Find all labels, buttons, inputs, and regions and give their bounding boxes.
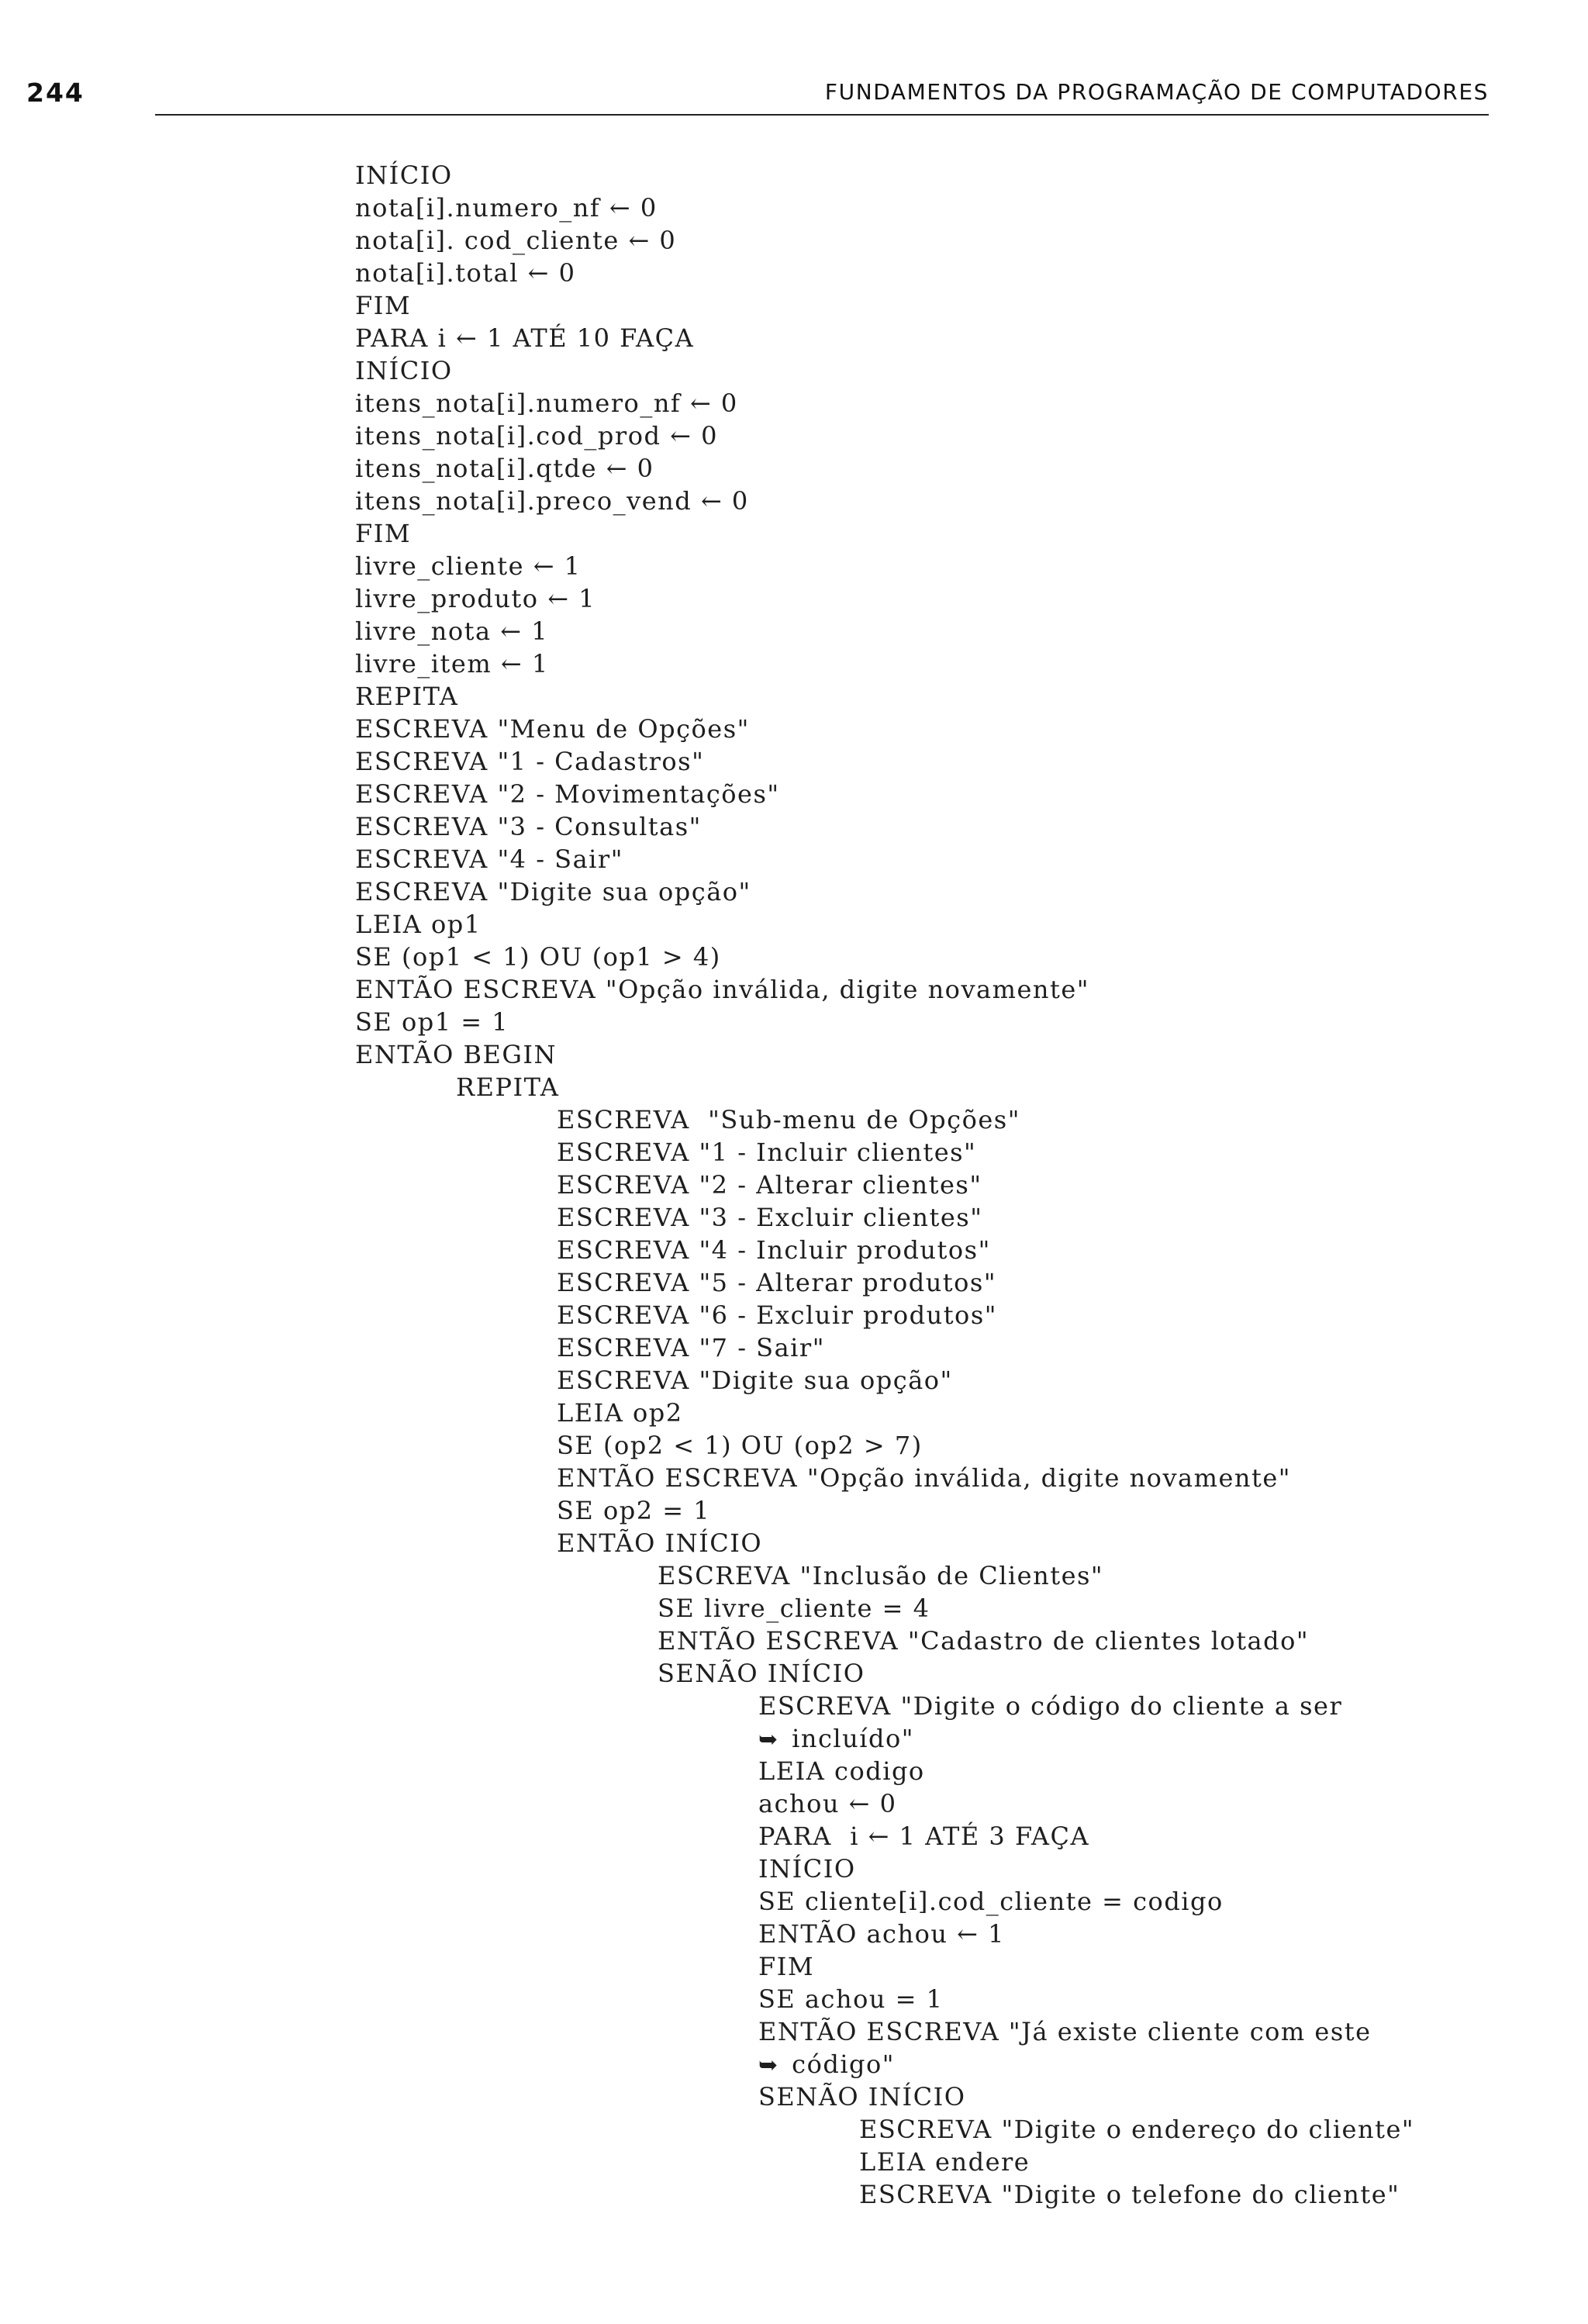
code-line bbox=[355, 550, 582, 582]
header-divider bbox=[155, 114, 1489, 116]
code-line bbox=[355, 875, 751, 908]
code-line-text: PARA i ← 1 ATÉ 3 FAÇA bbox=[758, 1822, 1090, 1851]
code-line-text: itens_nota[i].qtde ← 0 bbox=[355, 454, 654, 483]
code-line bbox=[355, 973, 1089, 1006]
code-line-text: ESCREVA "4 - Incluir produtos" bbox=[557, 1235, 991, 1265]
code-line bbox=[355, 745, 704, 778]
code-line bbox=[758, 2048, 895, 2081]
code-line bbox=[557, 1494, 710, 1527]
page-header bbox=[0, 0, 1588, 124]
code-line bbox=[758, 1787, 897, 1820]
code-line bbox=[355, 257, 576, 289]
code-line-text: ESCREVA "Digite o telefone do cliente" bbox=[859, 2180, 1400, 2209]
code-line bbox=[355, 680, 458, 713]
code-line bbox=[557, 1429, 923, 1462]
code-line bbox=[355, 810, 702, 843]
code-line-text: ESCREVA "Digite o código do cliente a ser bbox=[758, 1691, 1343, 1721]
code-line-text: ESCREVA "6 - Excluir produtos" bbox=[557, 1300, 997, 1330]
code-line-text: nota[i]. cod_cliente ← 0 bbox=[355, 226, 677, 255]
code-line bbox=[557, 1201, 982, 1234]
code-line-text: ESCREVA "Inclusão de Clientes" bbox=[658, 1561, 1104, 1590]
code-line-text: ESCREVA "5 - Alterar produtos" bbox=[557, 1268, 997, 1297]
code-line bbox=[355, 582, 596, 615]
code-line bbox=[355, 941, 721, 973]
code-line-text: ESCREVA "Sub-menu de Opções" bbox=[557, 1105, 1020, 1134]
code-line bbox=[355, 647, 549, 680]
code-line bbox=[658, 1625, 1309, 1657]
code-line-text: incluído" bbox=[792, 1724, 914, 1753]
code-line bbox=[355, 354, 453, 387]
code-line bbox=[557, 1136, 976, 1169]
code-line-text: ENTÃO ESCREVA "Opção inválida, digite novamente" bbox=[557, 1463, 1291, 1493]
code-line-text: ESCREVA "2 - Movimentações" bbox=[355, 779, 780, 809]
code-line-text: achou ← 0 bbox=[758, 1789, 897, 1818]
code-line bbox=[456, 1071, 559, 1103]
code-line bbox=[355, 452, 654, 485]
code-line bbox=[658, 1559, 1103, 1592]
code-line-text: SE achou = 1 bbox=[758, 1984, 944, 2014]
code-line bbox=[758, 1722, 914, 1755]
code-line bbox=[557, 1169, 982, 1201]
code-line bbox=[355, 387, 738, 420]
code-line-text: itens_nota[i].cod_prod ← 0 bbox=[355, 421, 718, 451]
code-line-text: livre_item ← 1 bbox=[355, 649, 549, 679]
code-line-text: ENTÃO achou ← 1 bbox=[758, 1919, 1005, 1949]
code-line bbox=[355, 843, 623, 875]
code-line-text: SE livre_cliente = 4 bbox=[658, 1594, 930, 1623]
code-line bbox=[355, 289, 411, 322]
code-line bbox=[758, 1820, 1089, 1853]
code-line-text: SENÃO INÍCIO bbox=[658, 1659, 865, 1688]
code-line-text: FIM bbox=[355, 291, 412, 320]
code-line bbox=[859, 2113, 1414, 2146]
code-line-text: ESCREVA "Digite sua opção" bbox=[355, 877, 751, 906]
code-line-text: itens_nota[i].numero_nf ← 0 bbox=[355, 388, 738, 418]
code-line-text: ENTÃO BEGIN bbox=[355, 1040, 558, 1069]
running-header-title: FUNDAMENTOS DA PROGRAMAÇÃO DE COMPUTADORES bbox=[824, 79, 1489, 105]
code-line bbox=[758, 1983, 943, 2015]
code-line bbox=[355, 1006, 509, 1038]
code-line bbox=[758, 1853, 856, 1885]
code-line bbox=[557, 1527, 762, 1559]
code-line bbox=[758, 2081, 965, 2113]
code-line-text: SE op1 = 1 bbox=[355, 1007, 509, 1037]
code-line-text: nota[i].numero_nf ← 0 bbox=[355, 193, 658, 223]
code-line bbox=[557, 1103, 1020, 1136]
code-line bbox=[557, 1364, 953, 1397]
code-line bbox=[658, 1657, 865, 1690]
code-line-text: FIM bbox=[758, 1952, 815, 1981]
code-line-text: código" bbox=[792, 2049, 896, 2079]
code-line-text: ESCREVA "1 - Cadastros" bbox=[355, 747, 705, 776]
code-line-text: ENTÃO ESCREVA "Cadastro de clientes lotado" bbox=[658, 1626, 1310, 1656]
code-line bbox=[355, 778, 780, 810]
code-line-text: livre_produto ← 1 bbox=[355, 584, 596, 613]
code-line bbox=[859, 2146, 1030, 2178]
code-line-text: itens_nota[i].preco_vend ← 0 bbox=[355, 486, 749, 516]
code-line-text: PARA i ← 1 ATÉ 10 FAÇA bbox=[355, 323, 695, 353]
code-line-text: ESCREVA "Menu de Opções" bbox=[355, 714, 750, 744]
code-line-text: ENTÃO ESCREVA "Opção inválida, digite novamente" bbox=[355, 975, 1089, 1004]
code-line bbox=[355, 224, 676, 257]
code-line-text: REPITA bbox=[355, 682, 459, 711]
code-line bbox=[758, 1950, 814, 1983]
code-line bbox=[355, 192, 658, 224]
continuation-arrow-icon: ➥ bbox=[758, 2052, 778, 2079]
code-line-text: livre_nota ← 1 bbox=[355, 616, 549, 646]
code-line bbox=[355, 485, 749, 517]
code-line-text: INÍCIO bbox=[355, 356, 453, 385]
code-line-text: livre_cliente ← 1 bbox=[355, 551, 582, 581]
code-line-text: ESCREVA "Digite o endereço do cliente" bbox=[859, 2115, 1415, 2144]
code-line bbox=[355, 713, 750, 745]
code-line bbox=[557, 1331, 825, 1364]
code-line bbox=[355, 322, 694, 354]
code-line bbox=[557, 1266, 996, 1299]
code-line-text: LEIA op2 bbox=[557, 1398, 683, 1428]
code-line bbox=[557, 1397, 683, 1429]
code-line-text: SE (op2 < 1) OU (op2 > 7) bbox=[557, 1431, 923, 1460]
code-line-text: ESCREVA "7 - Sair" bbox=[557, 1333, 825, 1362]
code-line bbox=[557, 1234, 991, 1266]
code-line bbox=[758, 2015, 1372, 2048]
code-line bbox=[859, 2178, 1400, 2211]
code-line-text: ESCREVA "2 - Alterar clientes" bbox=[557, 1170, 982, 1200]
code-line-text: ESCREVA "1 - Incluir clientes" bbox=[557, 1138, 977, 1167]
code-line-text: SE op2 = 1 bbox=[557, 1496, 711, 1525]
code-line-text: SE (op1 < 1) OU (op1 > 4) bbox=[355, 942, 721, 972]
code-line bbox=[355, 159, 453, 192]
continuation-arrow-icon: ➥ bbox=[758, 1726, 778, 1753]
code-line-text: INÍCIO bbox=[758, 1854, 856, 1884]
code-line-text: INÍCIO bbox=[355, 161, 453, 190]
code-line bbox=[557, 1299, 997, 1331]
code-line bbox=[355, 908, 482, 941]
code-line bbox=[355, 1038, 557, 1071]
code-line-text: ESCREVA "Digite sua opção" bbox=[557, 1366, 953, 1395]
code-line-text: SE cliente[i].cod_cliente = codigo bbox=[758, 1887, 1224, 1916]
code-line-text: LEIA endere bbox=[859, 2147, 1030, 2177]
code-line-text: ESCREVA "4 - Sair" bbox=[355, 844, 623, 874]
code-line bbox=[758, 1918, 1005, 1950]
code-line bbox=[557, 1462, 1291, 1494]
code-line-text: SENÃO INÍCIO bbox=[758, 2082, 966, 2112]
code-line bbox=[355, 420, 718, 452]
code-line bbox=[758, 1755, 925, 1787]
code-line-text: FIM bbox=[355, 519, 412, 548]
code-line bbox=[658, 1592, 930, 1625]
code-line-text: REPITA bbox=[456, 1072, 560, 1102]
code-line-text: ESCREVA "3 - Excluir clientes" bbox=[557, 1203, 983, 1232]
code-line bbox=[758, 1885, 1224, 1918]
code-line-text: LEIA op1 bbox=[355, 910, 482, 939]
code-line-text: ENTÃO INÍCIO bbox=[557, 1528, 763, 1558]
code-line bbox=[355, 517, 411, 550]
code-line bbox=[355, 615, 548, 647]
code-line-text: ESCREVA "3 - Consultas" bbox=[355, 812, 702, 841]
code-line bbox=[758, 1690, 1342, 1722]
code-line-text: nota[i].total ← 0 bbox=[355, 258, 576, 288]
code-line-text: LEIA codigo bbox=[758, 1756, 925, 1786]
page-number: 244 bbox=[26, 78, 85, 108]
code-line-text: ENTÃO ESCREVA "Já existe cliente com este bbox=[758, 2017, 1372, 2046]
